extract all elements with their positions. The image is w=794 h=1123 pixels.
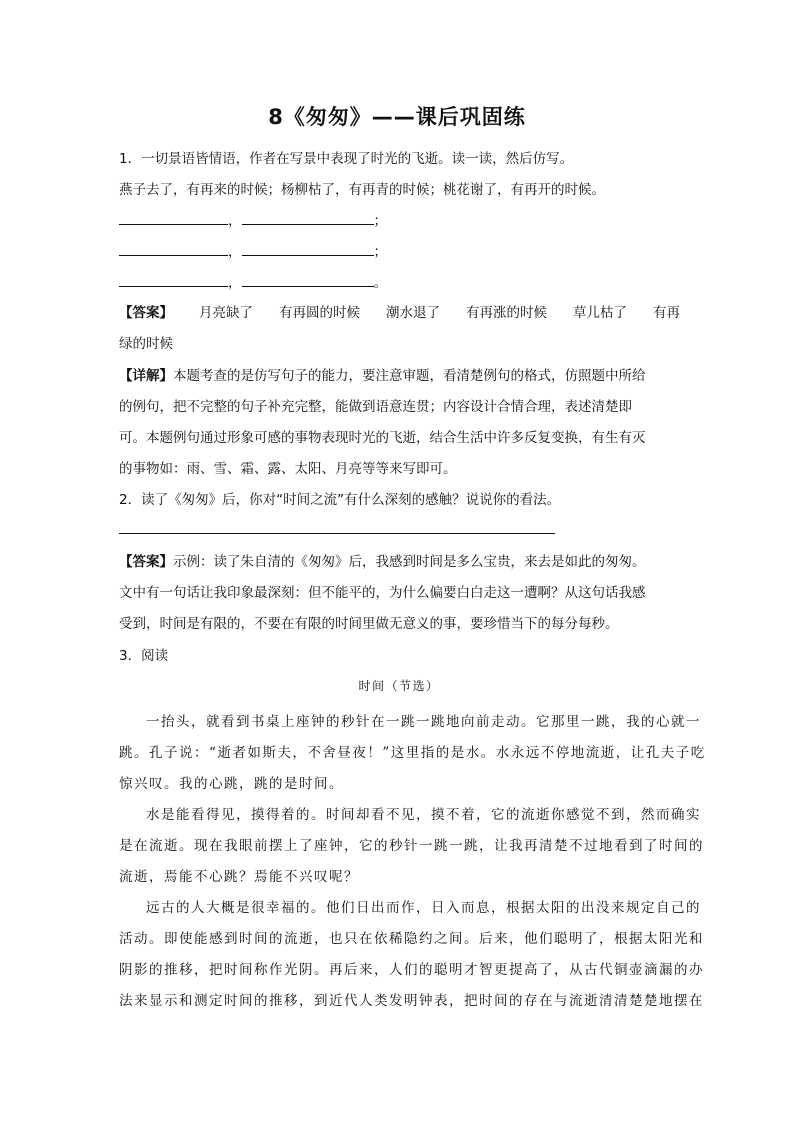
answer-text: 文中有一句话让我印象最深刻：但不能平的，为什么偏要白白走这一遭啊？从这句话我感 bbox=[119, 585, 646, 601]
answer-blank[interactable] bbox=[119, 210, 228, 225]
passage-line: 跳。孔子说：“逝者如斯夫，不舍昼夜！”这里指的是水。水永远不停地流逝，让孔夫子吃 bbox=[119, 745, 706, 761]
answer-blank[interactable] bbox=[242, 272, 374, 287]
blank-ending: ； bbox=[373, 244, 387, 260]
answer-item: 有再 bbox=[653, 305, 680, 321]
blank-ending: 。 bbox=[373, 275, 387, 291]
question-1-answer bbox=[119, 301, 679, 321]
passage-line: 惊兴叹。我的心跳，跳的是时间。 bbox=[119, 776, 344, 792]
answer-blank[interactable] bbox=[119, 272, 228, 287]
passage-line: 流逝，焉能不心跳？焉能不兴叹呢？ bbox=[119, 869, 359, 885]
passage-line: 远古的人大概是很幸福的。他们日出而作，日入而息，根据太阳的出没来规定自己的 bbox=[146, 900, 701, 916]
answer-item: 潮水退了 bbox=[386, 305, 440, 321]
question-3-heading: 3．阅读 bbox=[119, 648, 169, 664]
passage-line: 活动。即使能感到时间的流逝，也只在依稀隐约之间。后来，他们聪明了，根据太阳光和 bbox=[119, 931, 704, 947]
passage-title: 时间（节选） bbox=[358, 679, 440, 693]
answer-item: 有再涨的时候 bbox=[466, 305, 547, 321]
detail-text: 本题考查的是仿写句子的能力，要注意审题，看清楚例句的格式，仿照题中所给 bbox=[173, 368, 646, 384]
answer-label: 【答案】 bbox=[119, 554, 173, 570]
detail-text: 的例句，把不完整的句子补充完整，能做到语意连贯；内容设计合情合理，表述清楚即 bbox=[119, 399, 632, 415]
answer-label: 【答案】 bbox=[119, 305, 173, 321]
blank-separator: ， bbox=[228, 213, 242, 229]
fill-blank-line-1 bbox=[119, 209, 679, 229]
passage-line: 一抬头，就看到书桌上座钟的秒针在一跳一跳地向前走动。它那里一跳，我的心就一 bbox=[146, 714, 701, 730]
answer-blank[interactable] bbox=[242, 210, 374, 225]
passage-line: 是在流逝。现在我眼前摆上了座钟，它的秒针一跳一跳，让我再清楚不过地看到了时间的 bbox=[119, 838, 704, 854]
passage-line: 阴影的推移，把时间称作光阴。再后来，人们的聪明才智更提高了，从古代铜壶滴漏的办 bbox=[119, 962, 704, 978]
passage-line: 法来显示和测定时间的推移，到近代人类发明钟表，把时间的存在与流逝清清楚楚地摆在 bbox=[119, 993, 704, 1009]
blank-separator: ， bbox=[228, 244, 242, 260]
detail-text: 可。本题例句通过形象可感的事物表现时光的飞逝，结合生活中许多反复变换，有生有灭 bbox=[119, 430, 646, 446]
passage-line: 水是能看得见，摸得着的。时间却看不见，摸不着，它的流逝你感觉不到，然而确实 bbox=[146, 807, 701, 823]
blank-separator: ， bbox=[228, 275, 242, 291]
question-1-answer-wrap: 绿的时候 bbox=[119, 336, 173, 352]
fill-blank-line-2 bbox=[119, 240, 679, 260]
question-1-example: 燕子去了，有再来的时候；杨柳枯了，有再青的时候；桃花谢了，有再开的时候。 bbox=[119, 182, 605, 198]
answer-text: 受到，时间是有限的，不要在有限的时间里做无意义的事，要珍惜当下的每分每秒。 bbox=[119, 616, 619, 632]
answer-item: 月亮缺了 bbox=[199, 305, 253, 321]
question-1: 1．一切景语皆情语，作者在写景中表现了时光的飞逝。读一读，然后仿写。 bbox=[119, 151, 574, 167]
blank-ending: ； bbox=[373, 213, 387, 229]
detail-text: 的事物如：雨、雪、霜、露、太阳、月亮等等来写即可。 bbox=[119, 461, 457, 477]
answer-item: 草儿枯了 bbox=[573, 305, 627, 321]
fill-blank-line-3 bbox=[119, 271, 679, 291]
answer-blank[interactable] bbox=[242, 241, 374, 256]
page-title: 8《匆匆》——课后巩固练 bbox=[268, 105, 526, 129]
answer-blank[interactable] bbox=[119, 241, 228, 256]
question-2: 2．读了《匆匆》后，你对“时间之流”有什么深刻的感触？说说你的看法。 bbox=[119, 492, 561, 508]
question-2-answer bbox=[119, 550, 679, 570]
detail-label: 【详解】 bbox=[119, 368, 173, 384]
answer-text: 示例：读了朱自清的《匆匆》后，我感到时间是多么宝贵，来去是如此的匆匆。 bbox=[173, 554, 646, 570]
question-1-detail bbox=[119, 364, 679, 384]
answer-item: 有再圆的时候 bbox=[279, 305, 360, 321]
answer-line[interactable] bbox=[119, 533, 555, 534]
